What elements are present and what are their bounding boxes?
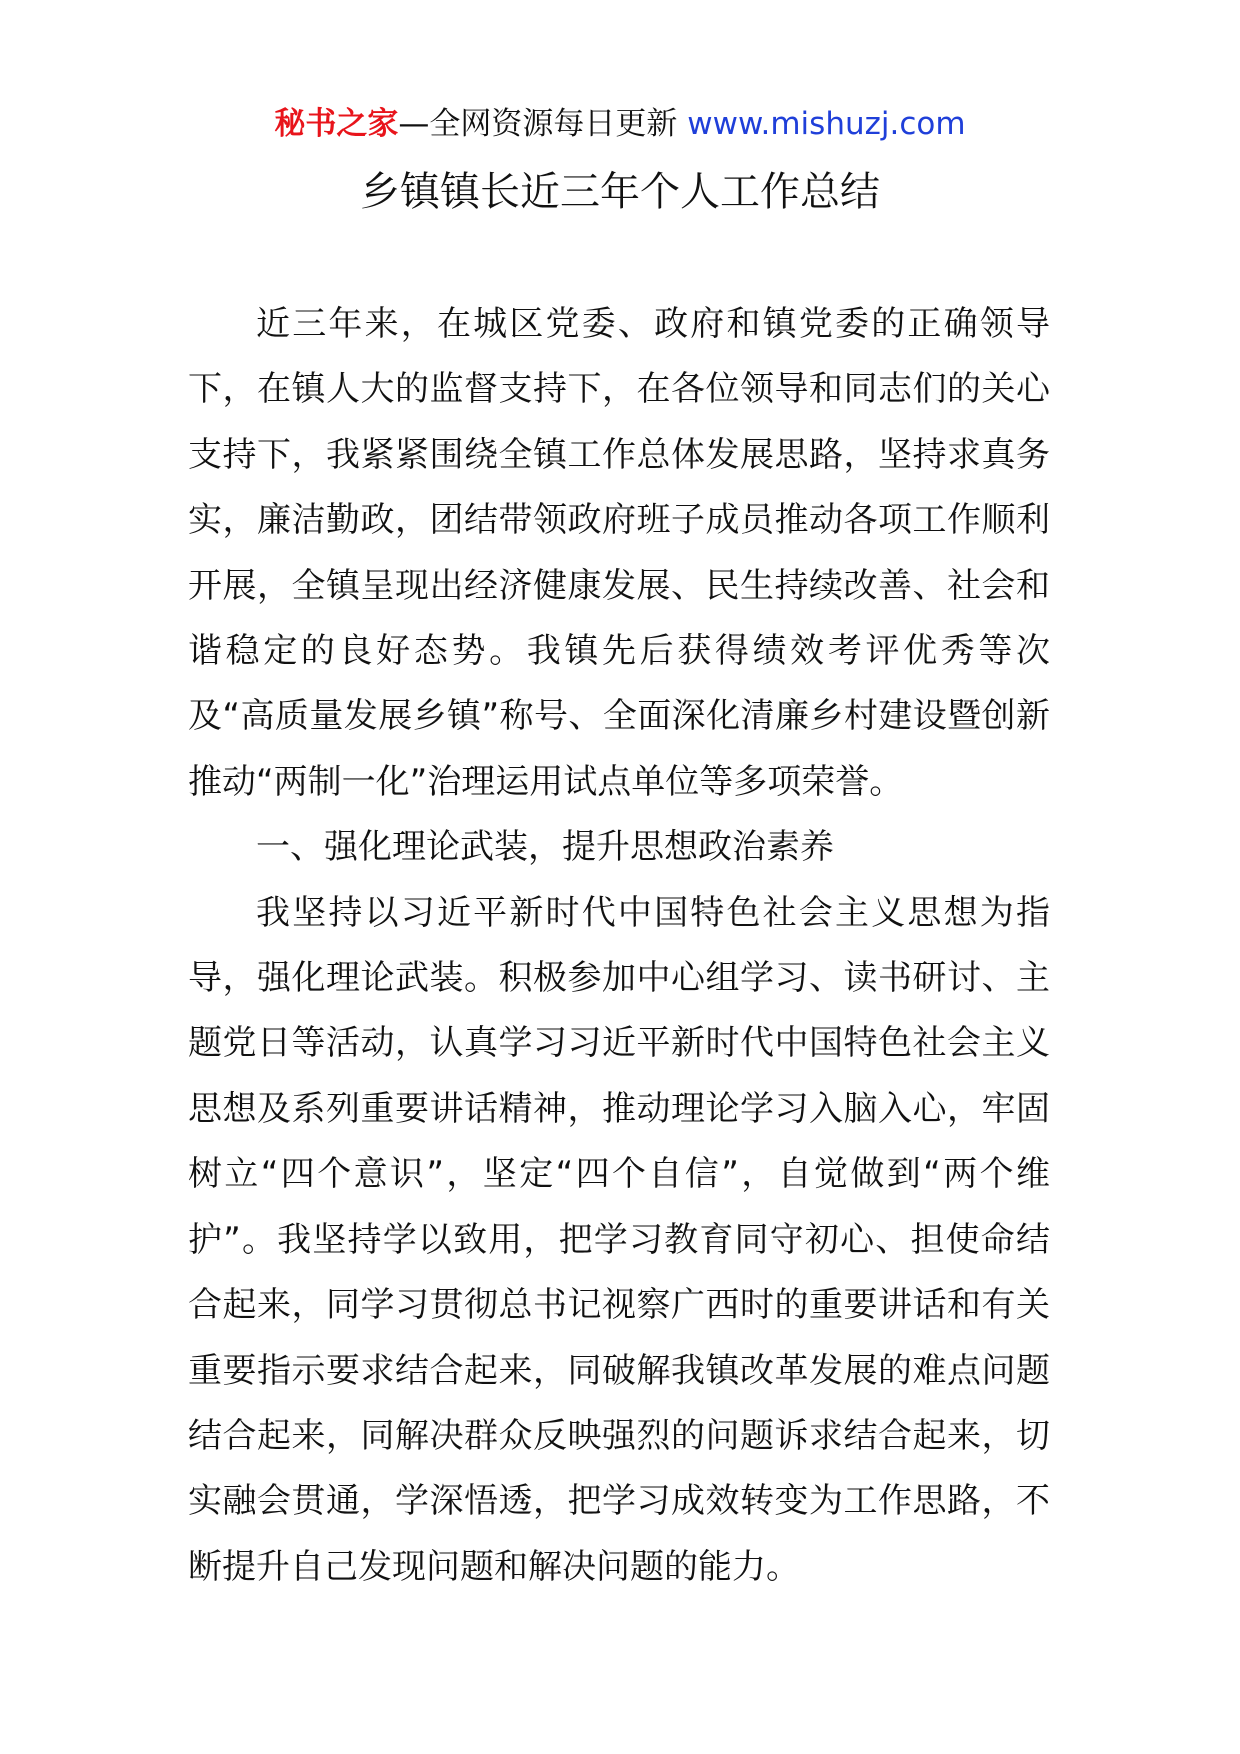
- intro-paragraph: 近三年来，在城区党委、政府和镇党委的正确领导下，在镇人大的监督支持下，在各位领导和同志们的关心支持下，我紧紧围绕全镇工作总体发展思路，坚持求真务实，廉洁勤政，团结带领政府班子成员推动各项工作顺利开展，全镇呈现出经济健康发展、民生持续改善、社会和谐稳定的良好态势。我镇先后获得绩效考评优秀等次及“高质量发展乡镇”称号、全面深化清廉乡村建设暨创新推动“两制一化”治理运用试点单位等多项荣誉。: [188, 304, 1050, 802]
- section-heading: 一、强化理论武装，提升思想政治素养: [256, 827, 834, 868]
- site-url-link[interactable]: www.mishuzj.com: [687, 106, 966, 142]
- site-brand: 秘书之家: [274, 106, 399, 142]
- site-header: [0, 100, 1240, 148]
- section-paragraph: 我坚持以习近平新时代中国特色社会主义思想为指导，强化理论武装。积极参加中心组学习、读书研讨、主题党日等活动，认真学习习近平新时代中国特色社会主义思想及系列重要讲话精神，推动理论学习入脑入心，牢固树立“四个意识”，坚定“四个自信”，自觉做到“两个维护”。我坚持学以致用，把学习教育同守初心、担使命结合起来，同学习贯彻总书记视察广西时的重要讲话和有关重要指示要求结合起来，同破解我镇改革发展的难点问题结合起来，同解决群众反映强烈的问题诉求结合起来，切实融会贯通，学深悟透，把学习成效转变为工作思路，不断提升自己发现问题和解决问题的能力。: [188, 892, 1050, 1587]
- document-title: 乡镇镇长近三年个人工作总结: [360, 169, 880, 215]
- document-body: [188, 292, 1050, 1600]
- site-tagline: —全网资源每日更新: [398, 106, 688, 142]
